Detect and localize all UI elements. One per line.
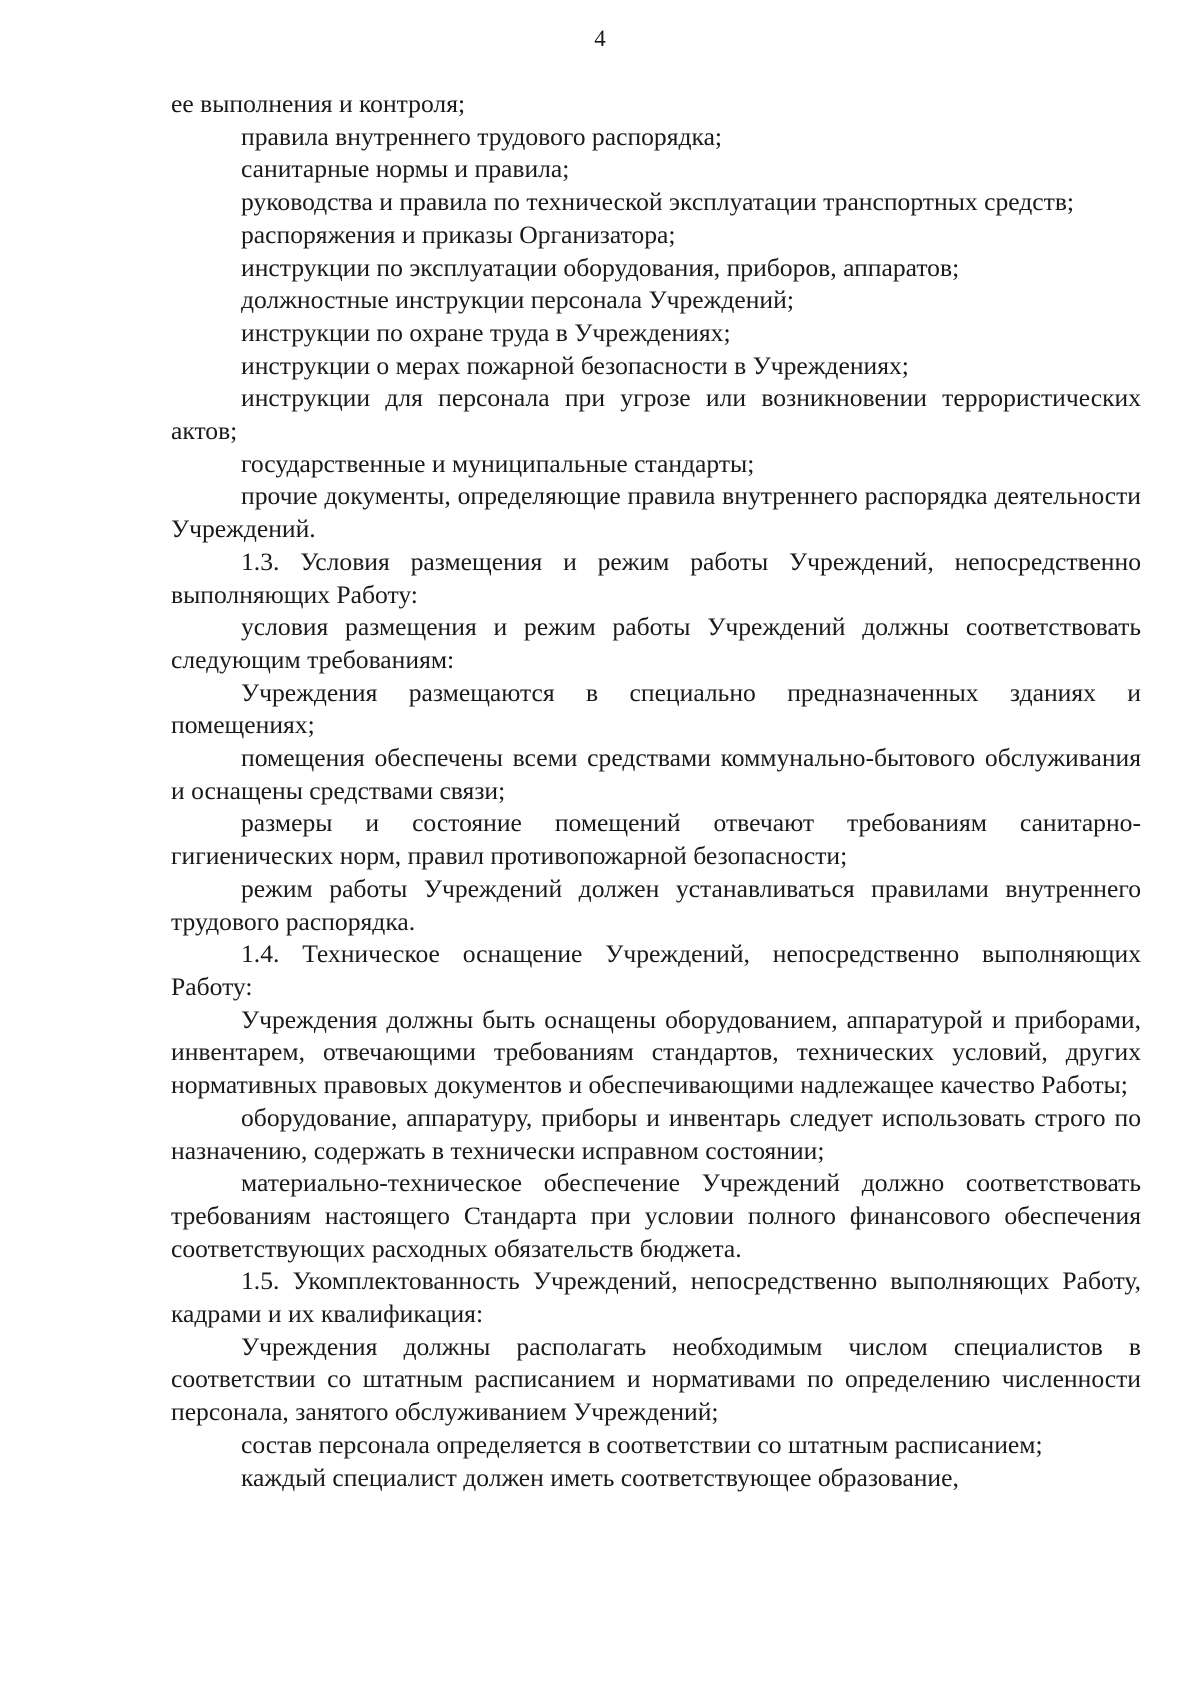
section-heading-1-3: 1.3. Условия размещения и режим работы Учреждений, непосредственно выполняющих Работу: [171,546,1141,609]
document-body [171,88,1141,1494]
paragraph: государственные и муниципальные стандарты; [241,448,755,478]
paragraph: ее выполнения и контроля; [171,89,466,118]
paragraph: руководства и правила по технической эксплуатации транспортных средств; [241,187,1075,217]
paragraph: инструкции о мерах пожарной безопасности в Учреждениях; [241,350,909,380]
paragraph: помещения обеспечены всеми средствами коммунально-бытового обслуживания и оснащены средствами связи; [171,743,1141,805]
paragraph: размеры и состояние помещений отвечают требованиям санитарно-гигиенических норм, правил противопожарной безопасности; [171,808,1141,871]
paragraph: режим работы Учреждений должен устанавливаться правилами внутреннего трудового распорядка. [171,873,1141,936]
paragraph: инструкции по охране труда в Учреждениях; [241,317,731,347]
section-heading-1-4: 1.4. Техническое оснащение Учреждений, непосредственно выполняющих Работу: [171,939,1141,1001]
paragraph: правила внутреннего трудового распорядка; [241,121,723,151]
paragraph: Учреждения размещаются в специально предназначенных зданиях и помещениях; [171,677,1141,740]
paragraph: инструкции по эксплуатации оборудования, приборов, аппаратов; [241,252,960,282]
paragraph: материально-техническое обеспечение Учреждений должно соответствовать требованиям настоящего Стандарта при условии полного финансового обеспечения соответствующих расходных обязательств бюджета. [171,1168,1141,1263]
paragraph: состав персонала определяется в соответствии со штатным расписанием; [241,1429,1043,1459]
paragraph: распоряжения и приказы Организатора; [241,219,676,249]
section-heading-1-5: 1.5. Укомплектованность Учреждений, непосредственно выполняющих Работу, кадрами и их квалификация: [171,1266,1141,1329]
paragraph: инструкции для персонала при угрозе или возникновении террористических актов; [171,383,1141,446]
paragraph: условия размещения и режим работы Учреждений должны соответствовать следующим требованиям: [171,612,1141,674]
page-number: 4 [594,26,606,51]
paragraph: должностные инструкции персонала Учреждений; [241,285,794,315]
paragraph: оборудование, аппаратуру, приборы и инвентарь следует использовать строго по назначению, содержать в технически исправном состоянии; [171,1102,1141,1165]
paragraph: каждый специалист должен иметь соответствующее образование, [241,1462,959,1492]
paragraph: прочие документы, определяющие правила внутреннего распорядка деятельности Учреждений. [171,481,1141,544]
paragraph: Учреждения должны быть оснащены оборудованием, аппаратурой и приборами, инвентарем, отвечающими требованиям стандартов, технических условий, других нормативных правовых документов и обеспечивающими надлежащее качество Работы; [171,1004,1141,1100]
paragraph: санитарные нормы и правила; [241,154,570,184]
paragraph: Учреждения должны располагать необходимым числом специалистов в соответствии со штатным расписанием и нормативами по определению численности персонала, занятого обслуживанием Учреждений; [171,1331,1141,1427]
